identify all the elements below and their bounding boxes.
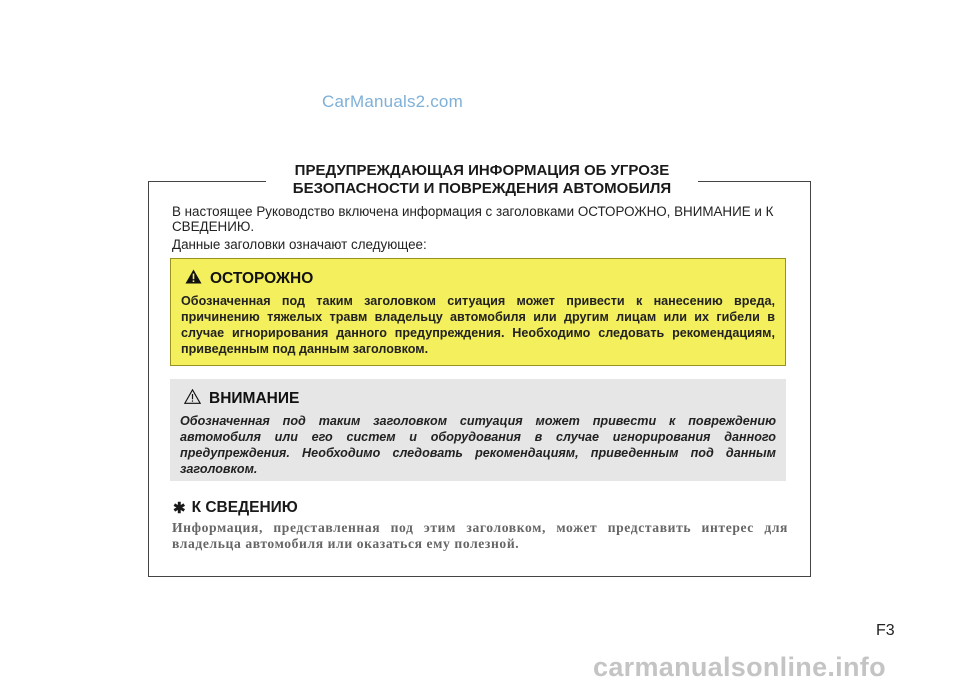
warning-triangle-outline-icon (184, 389, 201, 409)
warning-text: Обозначенная под таким заголовком ситуация может привести к нанесению вреда, причинению тяжелых травм владельцу автомобиля или другим лицам или их гибели в случае игнорирования данного предупреждения. Необходимо следовать рекомендациям, приведенным под данным заголовком. (181, 294, 775, 356)
caution-text: Обозначенная под таким заголовком ситуация может привести к повреждению автомобиля или его систем и оборудования в случае игнорирования данного предупреждения. Необходимо следовать рекомендациям, приведенным под данным заголовком. (180, 414, 776, 476)
caution-heading (184, 389, 776, 409)
section-title (266, 162, 698, 198)
section-title-line2: БЕЗОПАСНОСТИ И ПОВРЕЖДЕНИЯ АВТОМОБИЛЯ (292, 180, 672, 197)
asterisk-icon: ✱ (173, 500, 186, 517)
note-heading (173, 499, 298, 517)
page-number: F3 (876, 622, 895, 639)
warning-box (170, 258, 786, 366)
watermark-carmanualsonline: carmanualsonline.info (593, 652, 886, 682)
warning-triangle-filled-icon (185, 269, 202, 289)
caution-box (170, 379, 786, 481)
intro-text (172, 204, 792, 252)
intro-paragraph: В настоящее Руководство включена информация с заголовками ОСТОРОЖНО, ВНИМАНИЕ и К СВЕДЕНИЮ. (172, 204, 774, 234)
section-title-line1: ПРЕДУПРЕЖДАЮЩАЯ ИНФОРМАЦИЯ ОБ УГРОЗЕ (294, 162, 670, 179)
note-heading-label: К СВЕДЕНИЮ (191, 499, 298, 516)
caution-heading-label: ВНИМАНИЕ (209, 390, 300, 407)
intro-paragraph-2: Данные заголовки означают следующее: (172, 237, 427, 252)
note-text: Информация, представленная под этим заголовком, может представить интерес для владельца автомобиля или оказаться ему полезной. (172, 520, 788, 551)
warning-heading (185, 269, 775, 289)
watermark-carmanuals2: CarManuals2.com (322, 92, 463, 111)
warning-heading-label: ОСТОРОЖНО (210, 270, 314, 287)
